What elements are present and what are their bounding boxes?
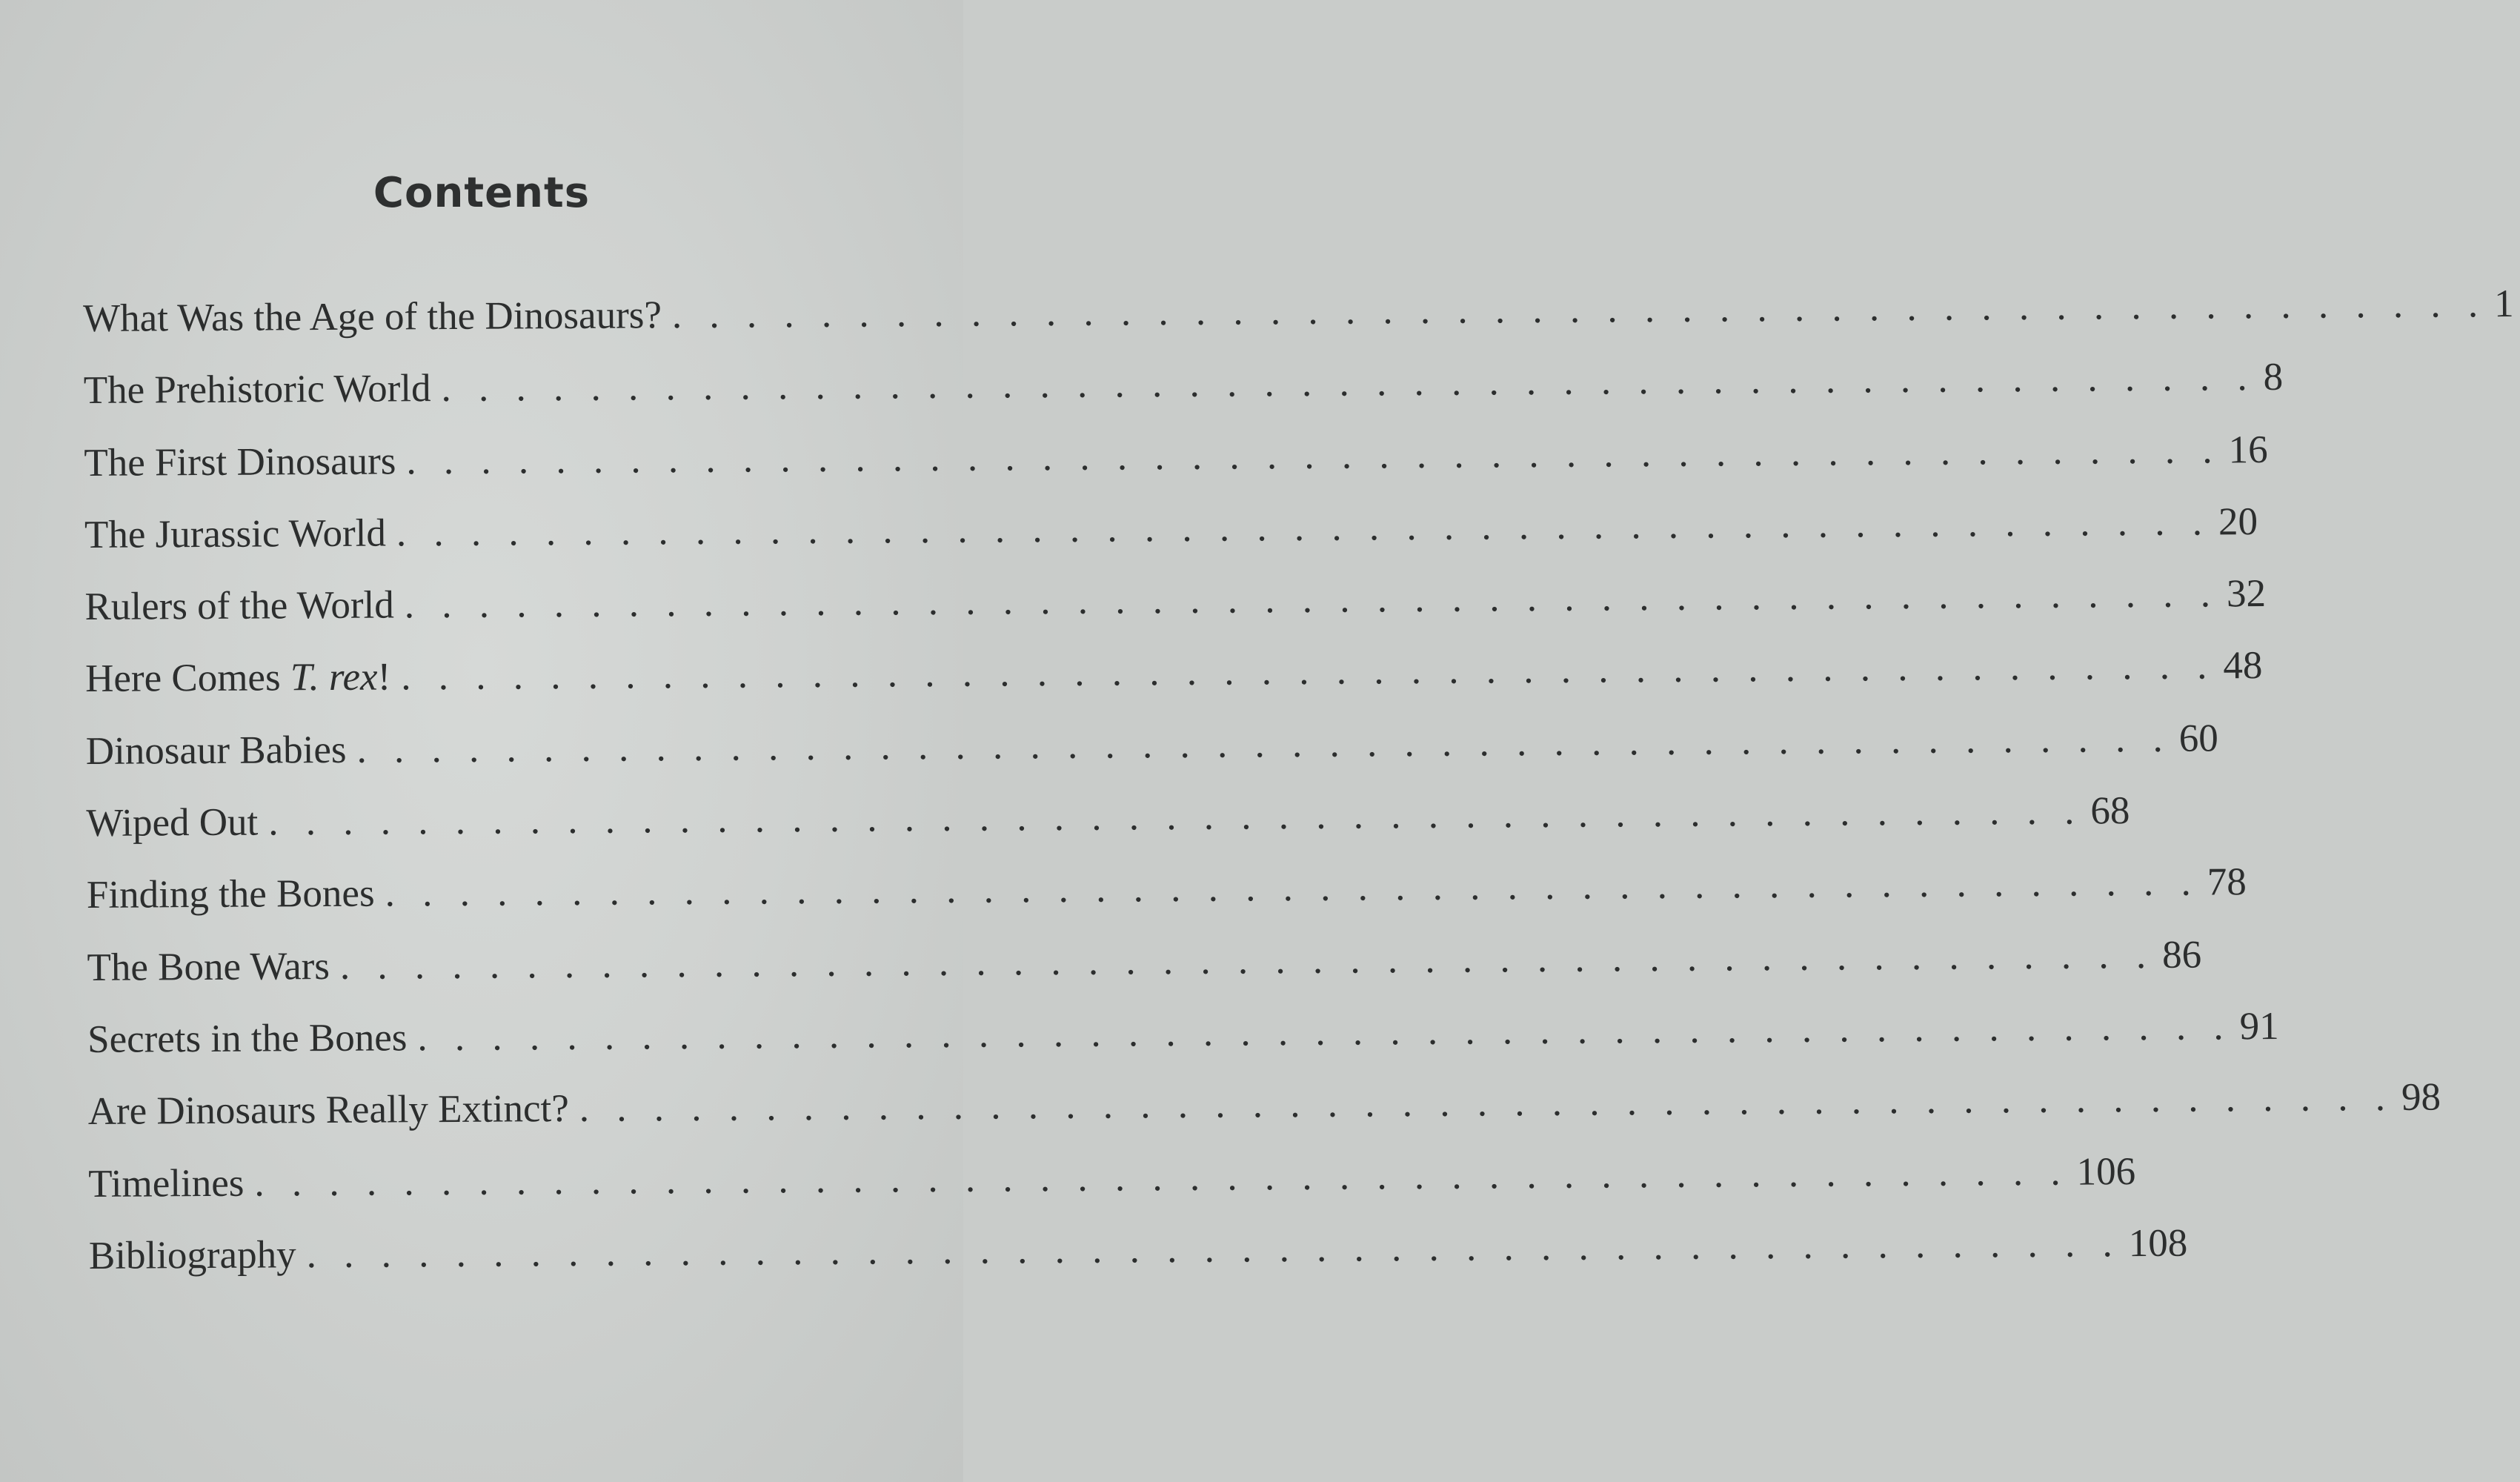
toc-entry [87, 1004, 2279, 1089]
toc-entry [87, 1075, 2441, 1162]
toc-page-number: 86 [2161, 933, 2202, 977]
toc-entry-title: Timelines [88, 1161, 245, 1206]
toc-page-number: 20 [2218, 499, 2258, 544]
toc-dot-leader: . . . . . . . . . . . . . . . . . . . . . . . . . . . . . . . . . . . . . . . . . . . . . . . . . [396, 500, 2212, 555]
toc-entry-title [85, 655, 390, 702]
toc-entry-title: The Prehistoric World [83, 367, 431, 413]
toc-page-number: 48 [2223, 644, 2263, 688]
toc-entry [83, 282, 2514, 368]
toc-page-number: 106 [2076, 1149, 2136, 1194]
toc-dot-leader: . . . . . . . . . . . . . . . . . . . . . . . . . . . . . . . . . . . . . . . . . . . . . . . . . [339, 933, 2155, 988]
toc-dot-leader: . . . . . . . . . . . . . . . . . . . . . . . . . . . . . . . . . . . . . . . . . . . . . . . . . [417, 1005, 2233, 1060]
toc-page-number: 1 [2493, 282, 2514, 326]
toc-entry [83, 356, 2284, 441]
toc-entry-title: The Bone Wars [87, 944, 330, 989]
toc-dot-leader: . . . . . . . . . . . . . . . . . . . . . . . . . . . . . . . . . . . . . . . . . . . . . . . . . [671, 282, 2487, 337]
toc-entry-title: Bibliography [88, 1233, 296, 1277]
toc-entry-title: Rulers of the World [84, 583, 394, 629]
toc-page-number: 16 [2228, 428, 2268, 471]
toc-entry-title: Secrets in the Bones [87, 1016, 408, 1061]
toc-page-number: 8 [2263, 356, 2284, 399]
toc-entry-title: Finding the Bones [86, 871, 375, 917]
toc-entry [86, 860, 2247, 946]
toc-page-number: 68 [2090, 789, 2130, 833]
toc-entry-title-italic: T. rex [290, 656, 378, 700]
toc-entry-title: What Was the Age of the Dinosaurs? [83, 293, 662, 340]
toc-page-number: 98 [2401, 1075, 2441, 1120]
toc-entry [87, 933, 2202, 1017]
toc-page-number: 91 [2239, 1004, 2279, 1049]
toc-page-number: 108 [2128, 1221, 2188, 1266]
toc-dot-leader: . . . . . . . . . . . . . . . . . . . . . . . . . . . . . . . . . . . . . . . . . . . . . . . . . [406, 428, 2221, 482]
table-of-contents [83, 282, 2514, 1306]
toc-dot-leader: . . . . . . . . . . . . . . . . . . . . . . . . . . . . . . . . . . . . . . . . . . . . . . . . . [254, 1150, 2069, 1205]
toc-entry-title: The Jurassic World [84, 511, 387, 556]
toc-entry-title-prefix: Here Comes [84, 656, 291, 701]
toc-entry-title: The First Dinosaurs [84, 439, 396, 485]
toc-dot-leader: . . . . . . . . . . . . . . . . . . . . . . . . . . . . . . . . . . . . . . . . . . . . . . . . . [268, 789, 2084, 844]
toc-entry-title-suffix: ! [377, 655, 391, 700]
toc-entry [84, 644, 2263, 729]
toc-entry [84, 499, 2258, 585]
toc-dot-leader: . . . . . . . . . . . . . . . . . . . . . . . . . . . . . . . . . . . . . . . . . . . . . . . . . [306, 1222, 2121, 1277]
toc-dot-leader: . . . . . . . . . . . . . . . . . . . . . . . . . . . . . . . . . . . . . . . . . . . . . . . . . [385, 860, 2200, 915]
toc-dot-leader: . . . . . . . . . . . . . . . . . . . . . . . . . . . . . . . . . . . . . . . . . . . . . . . . . [356, 717, 2172, 771]
toc-entry-title: Dinosaur Babies [85, 728, 347, 773]
toc-entry [86, 789, 2130, 873]
toc-entry [84, 572, 2267, 657]
toc-page-number: 78 [2207, 860, 2247, 904]
toc-dot-leader: . . . . . . . . . . . . . . . . . . . . . . . . . . . . . . . . . . . . . . . . . . . . . . . . . [404, 572, 2220, 627]
toc-dot-leader: . . . . . . . . . . . . . . . . . . . . . . . . . . . . . . . . . . . . . . . . . . . . . . . . . [441, 356, 2256, 411]
toc-entry [84, 428, 2268, 513]
toc-entry [88, 1221, 2188, 1306]
toc-entry [88, 1149, 2136, 1234]
toc-page-number: 60 [2178, 717, 2218, 760]
page-title: Contents [373, 169, 591, 217]
toc-dot-leader: . . . . . . . . . . . . . . . . . . . . . . . . . . . . . . . . . . . . . . . . . . . . . . . . . [579, 1076, 2395, 1131]
toc-entry-title: Are Dinosaurs Really Extinct? [87, 1087, 569, 1134]
toc-dot-leader: . . . . . . . . . . . . . . . . . . . . . . . . . . . . . . . . . . . . . . . . . . . . . . . . . [401, 644, 2216, 699]
toc-entry [85, 717, 2218, 801]
toc-entry-title: Wiped Out [86, 800, 259, 845]
toc-page-number: 32 [2226, 572, 2267, 616]
